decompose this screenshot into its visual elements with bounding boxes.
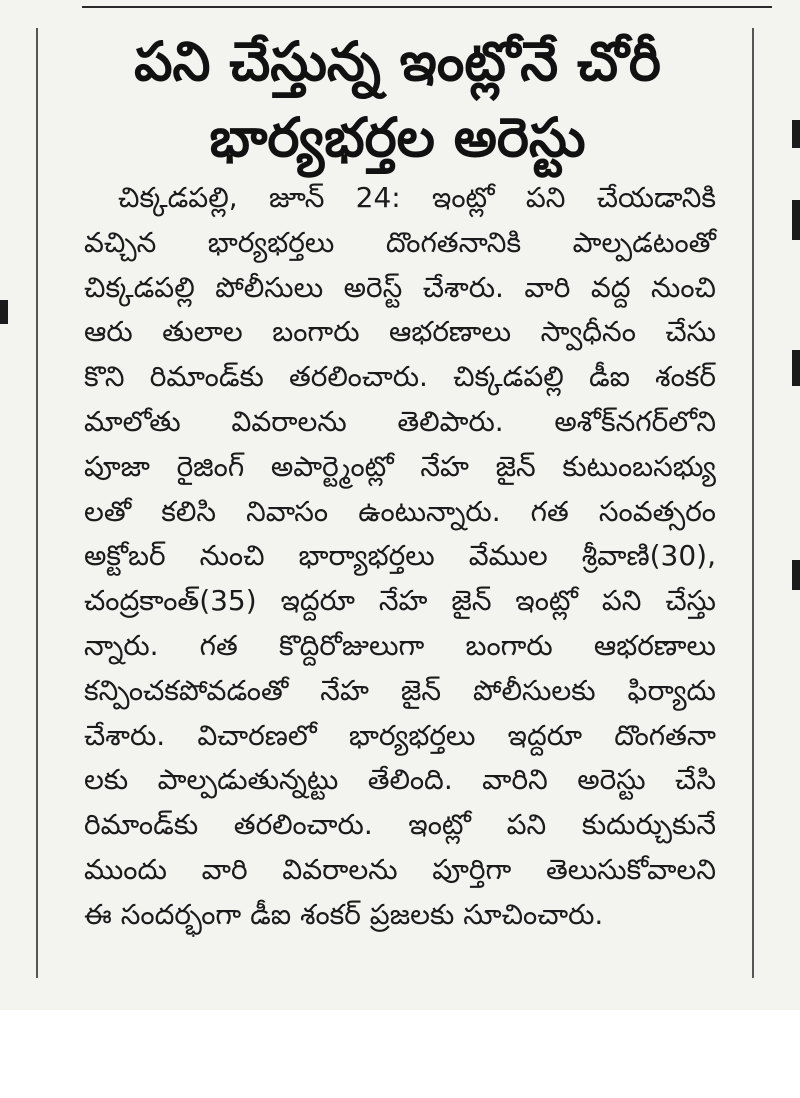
article-line: వచ్చిన భార్యభర్తలు దొంగతనానికి పాల్పడటంతో — [84, 225, 716, 259]
adjacent-column-mark — [792, 200, 800, 240]
article-line: కొని రిమాండ్‌కు తరలించారు. చిక్కడపల్లి డీఐ శంకర్ — [84, 360, 716, 394]
article-line: ముందు వారి వివరాలను పూర్తిగా తెలుసుకోవాలని — [84, 852, 716, 886]
article-line: ఆరు తులాల బంగారు ఆభరణాలు స్వాధీనం చేసు — [84, 315, 716, 349]
article-line: న్నారు. గత కొద్దిరోజులుగా బంగారు ఆభరణాలు — [84, 628, 716, 662]
article-line: లతో కలిసి నివాసం ఉంటున్నారు. గత సంవత్సరం — [84, 494, 716, 528]
adjacent-column-mark — [792, 120, 800, 148]
article-line: చేశారు. విచారణలో భార్యభర్తలు ఇద్దరూ దొంగతనా — [84, 718, 716, 752]
article-line: పూజా రైజింగ్ అపార్ట్మెంట్లో నేహ జైన్ కుటుంబసభ్యు — [84, 449, 716, 483]
article-line: చిక్కడపల్లి పోలీసులు అరెస్ట్ చేశారు. వారి వద్ద నుంచి — [84, 270, 716, 304]
article-line: రిమాండ్‌కు తరలించారు. ఇంట్లో పని కుదుర్చుకునే — [84, 808, 716, 842]
headline-line-1: పని చేస్తున్న ఇంట్లోనే చోరీ — [134, 30, 661, 93]
adjacent-column-mark — [792, 350, 800, 386]
article-line: మాలోతు వివరాలను తెలిపారు. అశోక్‌నగర్‌లోని — [84, 404, 716, 438]
article-line: చంద్రకాంత్(35) ఇద్దరూ నేహ జైన్ ఇంట్లో పని చేస్తు — [84, 584, 716, 618]
article-line: ఈ సందర్భంగా డీఐ శంకర్ ప్రజలకు సూచించారు. — [84, 897, 604, 931]
top-rule — [82, 6, 772, 8]
article-line: లకు పాల్పడుతున్నట్టు తేలింది. వారిని అరెస్టు చేసి — [84, 763, 716, 797]
article-line: చిక్కడపల్లి, జూన్ 24: ఇంట్లో పని చేయడానికి — [118, 181, 716, 214]
left-column-rule — [36, 28, 38, 978]
adjacent-column-mark — [792, 560, 800, 590]
adjacent-column-mark — [0, 300, 8, 324]
article-line: కన్పించకపోవడంతో నేహ జైన్ పోలీసులకు ఫిర్యాదు — [84, 673, 716, 707]
article-body — [84, 176, 716, 938]
headline-line-2: భార్యభర్తల అరెస్టు — [209, 106, 586, 169]
right-column-rule — [752, 28, 754, 978]
article-line: అక్టోబర్ నుంచి భార్యాభర్తలు వేముల శ్రీవాణి(30), — [84, 539, 716, 573]
